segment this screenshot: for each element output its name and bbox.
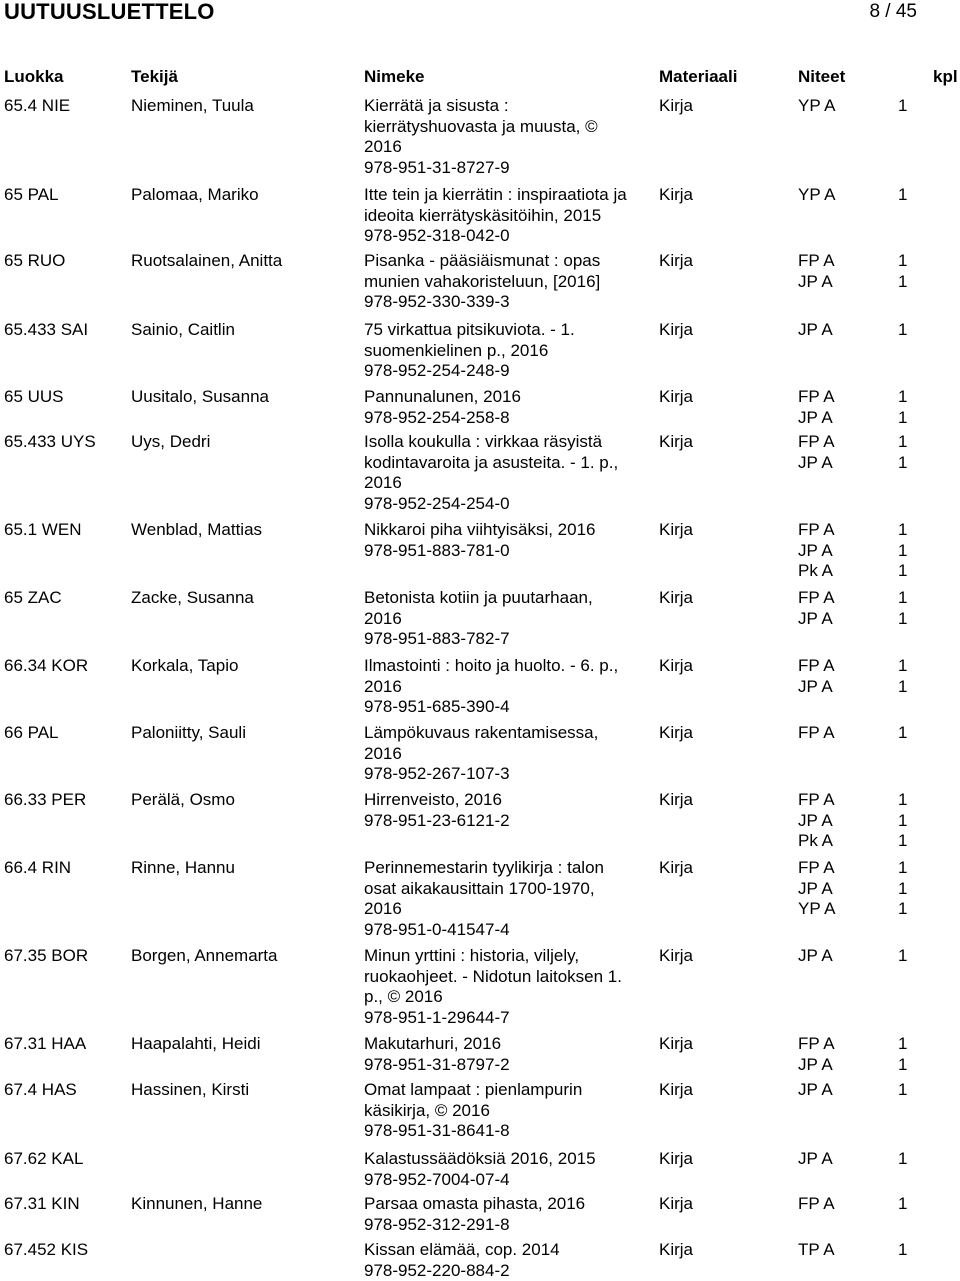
item-niteet <box>798 320 938 341</box>
nide-row <box>798 831 938 852</box>
item-niteet <box>798 432 938 473</box>
item-luokka: 65.433 UYS <box>4 432 96 451</box>
nide-kpl: 1 <box>898 320 908 339</box>
nide-kpl: 1 <box>898 1034 908 1053</box>
nide-row <box>798 1080 938 1101</box>
nide-kpl: 1 <box>898 407 908 427</box>
nide-location: JP A <box>798 271 833 291</box>
nide-location: Pk A <box>798 561 833 580</box>
nide-row <box>798 520 938 541</box>
nide-location: FP A <box>798 1194 835 1213</box>
nide-kpl: 1 <box>898 899 908 918</box>
item-luokka: 65 UUS <box>4 387 64 406</box>
item-nimeke-line: kierrätyshuovasta ja muusta, © <box>364 116 598 136</box>
nide-row <box>798 723 938 744</box>
item-luokka: 65 PAL <box>4 185 59 204</box>
item-niteet <box>798 1080 938 1101</box>
item-nimeke-line: 978-952-312-291-8 <box>364 1214 510 1234</box>
item-nimeke-line: 978-951-31-8727-9 <box>364 157 510 177</box>
nide-location: FP A <box>798 520 835 539</box>
item-nimeke <box>364 520 654 561</box>
nide-kpl: 1 <box>898 676 908 696</box>
item-nimeke-line: suomenkielinen p., 2016 <box>364 340 549 360</box>
item-materiaali: Kirja <box>659 96 694 115</box>
item-nimeke-line: Ilmastointi : hoito ja huolto. - 6. p., <box>364 656 619 675</box>
item-materiaali: Kirja <box>659 1080 694 1099</box>
header-nimeke: Nimeke <box>364 67 425 86</box>
item-tekija: Nieminen, Tuula <box>131 96 254 115</box>
nide-location: FP A <box>798 790 835 809</box>
item-niteet <box>798 588 938 629</box>
nide-location: FP A <box>798 656 835 675</box>
item-luokka: 65.433 SAI <box>4 320 89 339</box>
nide-row <box>798 677 938 698</box>
item-nimeke-line: p., © 2016 <box>364 987 443 1006</box>
item-nimeke-line: 2016 <box>364 137 402 156</box>
item-nimeke-line: Omat lampaat : pienlampurin <box>364 1080 583 1099</box>
item-luokka: 67.62 KAL <box>4 1149 84 1168</box>
item-tekija: Korkala, Tapio <box>131 656 239 675</box>
nide-kpl: 1 <box>898 656 908 675</box>
nide-location: JP A <box>798 452 833 472</box>
nide-kpl: 1 <box>898 723 908 742</box>
nide-kpl: 1 <box>898 185 908 204</box>
nide-location: JP A <box>798 878 833 898</box>
item-luokka: 66.33 PER <box>4 790 87 809</box>
nide-row <box>798 946 938 967</box>
item-tekija: Perälä, Osmo <box>131 790 235 809</box>
header-niteet: Niteet <box>798 67 846 86</box>
nide-row <box>798 656 938 677</box>
item-nimeke-line: 2016 <box>364 743 402 763</box>
nide-kpl: 1 <box>898 540 908 560</box>
item-nimeke-line: 978-952-330-339-3 <box>364 292 510 311</box>
item-nimeke-line: Makutarhuri, 2016 <box>364 1034 502 1053</box>
item-niteet <box>798 185 938 206</box>
header-materiaali: Materiaali <box>659 67 738 86</box>
item-nimeke <box>364 1194 654 1235</box>
nide-kpl: 1 <box>898 1194 908 1213</box>
item-materiaali: Kirja <box>659 858 694 877</box>
nide-location: FP A <box>798 387 835 406</box>
nide-row <box>798 588 938 609</box>
item-nimeke-line: Nikkaroi piha viihtyisäksi, 2016 <box>364 520 596 539</box>
nide-location: JP A <box>798 676 833 696</box>
nide-kpl: 1 <box>898 251 908 270</box>
item-niteet <box>798 387 938 428</box>
item-materiaali: Kirja <box>659 1240 694 1259</box>
item-niteet <box>798 1149 938 1170</box>
item-luokka: 65.1 WEN <box>4 520 82 539</box>
item-nimeke <box>364 946 654 1028</box>
item-materiaali: Kirja <box>659 1194 694 1213</box>
item-nimeke-line: 978-951-883-782-7 <box>364 629 510 648</box>
nide-kpl: 1 <box>898 608 908 628</box>
nide-location: YP A <box>798 899 836 918</box>
item-tekija: Ruotsalainen, Anitta <box>131 251 283 270</box>
nide-row <box>798 432 938 453</box>
nide-row <box>798 453 938 474</box>
item-tekija: Sainio, Caitlin <box>131 320 235 339</box>
item-nimeke-line: Lämpökuvaus rakentamisessa, <box>364 723 599 742</box>
item-tekija: Kinnunen, Hanne <box>131 1194 263 1213</box>
item-nimeke <box>364 320 654 382</box>
item-luokka: 66.4 RIN <box>4 858 72 877</box>
item-nimeke-line: käsikirja, © 2016 <box>364 1100 490 1120</box>
item-nimeke <box>364 656 654 718</box>
nide-row <box>798 408 938 429</box>
nide-row <box>798 879 938 900</box>
item-materiaali: Kirja <box>659 723 694 742</box>
nide-row <box>798 811 938 832</box>
nide-kpl: 1 <box>898 858 908 877</box>
item-tekija: Borgen, Annemarta <box>131 946 278 965</box>
nide-location: JP A <box>798 1054 833 1074</box>
item-tekija: Paloniitty, Sauli <box>131 723 246 742</box>
item-nimeke-line: ideoita kierrätyskäsitöihin, 2015 <box>364 205 602 225</box>
item-materiaali: Kirja <box>659 387 694 406</box>
item-materiaali: Kirja <box>659 946 694 965</box>
nide-location: JP A <box>798 320 833 339</box>
item-tekija: Rinne, Hannu <box>131 858 235 877</box>
nide-row <box>798 858 938 879</box>
item-luokka: 67.35 BOR <box>4 946 89 965</box>
nide-location: FP A <box>798 588 835 607</box>
nide-location: TP A <box>798 1240 835 1259</box>
nide-location: FP A <box>798 723 835 742</box>
nide-kpl: 1 <box>898 878 908 898</box>
item-nimeke-line: 2016 <box>364 899 402 918</box>
item-nimeke-line: 2016 <box>364 676 402 696</box>
item-materiaali: Kirja <box>659 1149 694 1168</box>
item-nimeke <box>364 96 654 178</box>
item-nimeke <box>364 723 654 785</box>
nide-kpl: 1 <box>898 1240 908 1259</box>
nide-kpl: 1 <box>898 452 908 472</box>
nide-location: JP A <box>798 810 833 830</box>
item-nimeke <box>364 858 654 940</box>
item-niteet <box>798 858 938 920</box>
item-nimeke-line: 978-952-254-254-0 <box>364 493 510 513</box>
item-nimeke-line: kodintavaroita ja asusteita. - 1. p., <box>364 452 619 472</box>
item-nimeke <box>364 1034 654 1075</box>
item-materiaali: Kirja <box>659 656 694 675</box>
header-luokka: Luokka <box>4 67 64 86</box>
item-nimeke <box>364 432 654 514</box>
item-niteet <box>798 251 938 292</box>
nide-location: JP A <box>798 946 833 965</box>
item-luokka: 65.4 NIE <box>4 96 71 115</box>
item-nimeke-line: Kalastussäädöksiä 2016, 2015 <box>364 1149 596 1168</box>
item-nimeke-line: 2016 <box>364 608 402 628</box>
nide-kpl: 1 <box>898 1054 908 1074</box>
item-materiaali: Kirja <box>659 320 694 339</box>
item-nimeke-line: 75 virkattua pitsikuviota. - 1. <box>364 320 575 339</box>
nide-kpl: 1 <box>898 810 908 830</box>
nide-kpl: 1 <box>898 387 908 406</box>
nide-kpl: 1 <box>898 561 908 580</box>
nide-row <box>798 272 938 293</box>
item-tekija: Zacke, Susanna <box>131 588 254 607</box>
item-niteet <box>798 946 938 967</box>
nide-location: YP A <box>798 96 836 115</box>
item-nimeke-line: 978-951-23-6121-2 <box>364 810 510 830</box>
item-niteet <box>798 1034 938 1075</box>
item-nimeke-line: Kissan elämää, cop. 2014 <box>364 1240 560 1259</box>
nide-row <box>798 1240 938 1261</box>
item-nimeke-line: Minun yrttini : historia, viljely, <box>364 946 580 965</box>
item-tekija: Wenblad, Mattias <box>131 520 263 539</box>
item-niteet <box>798 520 938 582</box>
item-nimeke-line: 978-952-254-258-8 <box>364 407 510 427</box>
header-tekija: Tekijä <box>131 67 178 86</box>
item-luokka: 65 ZAC <box>4 588 62 607</box>
item-niteet <box>798 96 938 117</box>
item-nimeke-line: 978-951-883-781-0 <box>364 540 510 560</box>
item-luokka: 67.452 KIS <box>4 1240 89 1259</box>
item-nimeke-line: Kierrätä ja sisusta : <box>364 96 509 115</box>
nide-location: FP A <box>798 1034 835 1053</box>
nide-location: JP A <box>798 407 833 427</box>
item-tekija: Palomaa, Mariko <box>131 185 259 204</box>
item-nimeke <box>364 387 654 428</box>
item-nimeke <box>364 790 654 831</box>
item-nimeke-line: 978-952-318-042-0 <box>364 226 510 245</box>
nide-row <box>798 1034 938 1055</box>
item-niteet <box>798 656 938 697</box>
item-nimeke-line: 978-952-220-884-2 <box>364 1260 510 1280</box>
item-nimeke-line: Perinnemestarin tyylikirja : talon <box>364 858 604 877</box>
nide-location: FP A <box>798 251 835 270</box>
item-nimeke-line: 978-952-267-107-3 <box>364 764 510 783</box>
item-nimeke <box>364 251 654 313</box>
item-tekija: Haapalahti, Heidi <box>131 1034 261 1053</box>
item-materiaali: Kirja <box>659 790 694 809</box>
nide-row <box>798 387 938 408</box>
nide-row <box>798 790 938 811</box>
item-nimeke-line: 978-951-31-8641-8 <box>364 1121 510 1140</box>
nide-kpl: 1 <box>898 790 908 809</box>
item-nimeke-line: 978-952-7004-07-4 <box>364 1169 510 1189</box>
item-niteet <box>798 1194 938 1215</box>
item-luokka: 67.31 KIN <box>4 1194 80 1213</box>
nide-row <box>798 541 938 562</box>
item-luokka: 66.34 KOR <box>4 656 89 675</box>
item-materiaali: Kirja <box>659 588 694 607</box>
item-nimeke-line: 978-951-685-390-4 <box>364 697 510 716</box>
item-nimeke <box>364 1149 654 1190</box>
item-niteet <box>798 790 938 852</box>
nide-kpl: 1 <box>898 1149 908 1168</box>
nide-kpl: 1 <box>898 271 908 291</box>
item-luokka: 67.31 HAA <box>4 1034 87 1053</box>
nide-row <box>798 609 938 630</box>
item-niteet <box>798 1240 938 1261</box>
nide-location: FP A <box>798 432 835 451</box>
nide-row <box>798 1194 938 1215</box>
item-luokka: 67.4 HAS <box>4 1080 77 1099</box>
item-luokka: 65 RUO <box>4 251 66 270</box>
nide-row <box>798 1149 938 1170</box>
item-nimeke-line: munien vahakoristeluun, [2016] <box>364 271 601 291</box>
nide-kpl: 1 <box>898 96 908 115</box>
item-nimeke <box>364 1080 654 1142</box>
nide-kpl: 1 <box>898 831 908 850</box>
nide-location: JP A <box>798 608 833 628</box>
nide-row <box>798 320 938 341</box>
nide-row <box>798 251 938 272</box>
nide-location: FP A <box>798 858 835 877</box>
item-luokka: 66 PAL <box>4 723 59 742</box>
nide-row <box>798 96 938 117</box>
nide-kpl: 1 <box>898 432 908 451</box>
item-nimeke <box>364 1240 654 1281</box>
item-nimeke-line: Pannunalunen, 2016 <box>364 387 521 406</box>
item-nimeke <box>364 588 654 650</box>
item-nimeke-line: osat aikakausittain 1700-1970, <box>364 878 595 898</box>
item-nimeke-line: 2016 <box>364 473 402 492</box>
item-tekija: Hassinen, Kirsti <box>131 1080 250 1099</box>
item-tekija: Uys, Dedri <box>131 432 211 451</box>
item-materiaali: Kirja <box>659 185 694 204</box>
item-nimeke-line: Parsaa omasta pihasta, 2016 <box>364 1194 586 1213</box>
nide-location: JP A <box>798 540 833 560</box>
item-niteet <box>798 723 938 744</box>
nide-row <box>798 561 938 582</box>
item-materiaali: Kirja <box>659 251 694 270</box>
page-title: UUTUUSLUETTELO <box>4 0 215 24</box>
nide-location: YP A <box>798 185 836 204</box>
nide-kpl: 1 <box>898 588 908 607</box>
item-nimeke-line: Hirrenveisto, 2016 <box>364 790 502 809</box>
item-materiaali: Kirja <box>659 1034 694 1053</box>
nide-location: Pk A <box>798 831 833 850</box>
header-kpl: kpl <box>933 67 958 86</box>
nide-row <box>798 185 938 206</box>
nide-location: JP A <box>798 1080 833 1099</box>
nide-location: JP A <box>798 1149 833 1168</box>
item-nimeke-line: 978-951-0-41547-4 <box>364 919 510 939</box>
item-nimeke <box>364 185 654 247</box>
nide-kpl: 1 <box>898 1080 908 1099</box>
item-nimeke-line: Itte tein ja kierrätin : inspiraatiota ja <box>364 185 627 204</box>
item-nimeke-line: Pisanka - pääsiäismunat : opas <box>364 251 601 270</box>
item-nimeke-line: ruokaohjeet. - Nidotun laitoksen 1. <box>364 966 622 986</box>
nide-kpl: 1 <box>898 520 908 539</box>
item-nimeke-line: Betonista kotiin ja puutarhaan, <box>364 588 593 607</box>
item-nimeke-line: 978-951-31-8797-2 <box>364 1054 510 1074</box>
item-tekija: Uusitalo, Susanna <box>131 387 269 406</box>
nide-row <box>798 899 938 920</box>
item-nimeke-line: 978-951-1-29644-7 <box>364 1007 510 1027</box>
nide-kpl: 1 <box>898 946 908 965</box>
item-nimeke-line: Isolla koukulla : virkkaa räsyistä <box>364 432 603 451</box>
item-materiaali: Kirja <box>659 432 694 451</box>
item-materiaali: Kirja <box>659 520 694 539</box>
page-number: 8 / 45 <box>869 1 917 22</box>
nide-row <box>798 1055 938 1076</box>
item-nimeke-line: 978-952-254-248-9 <box>364 361 510 380</box>
